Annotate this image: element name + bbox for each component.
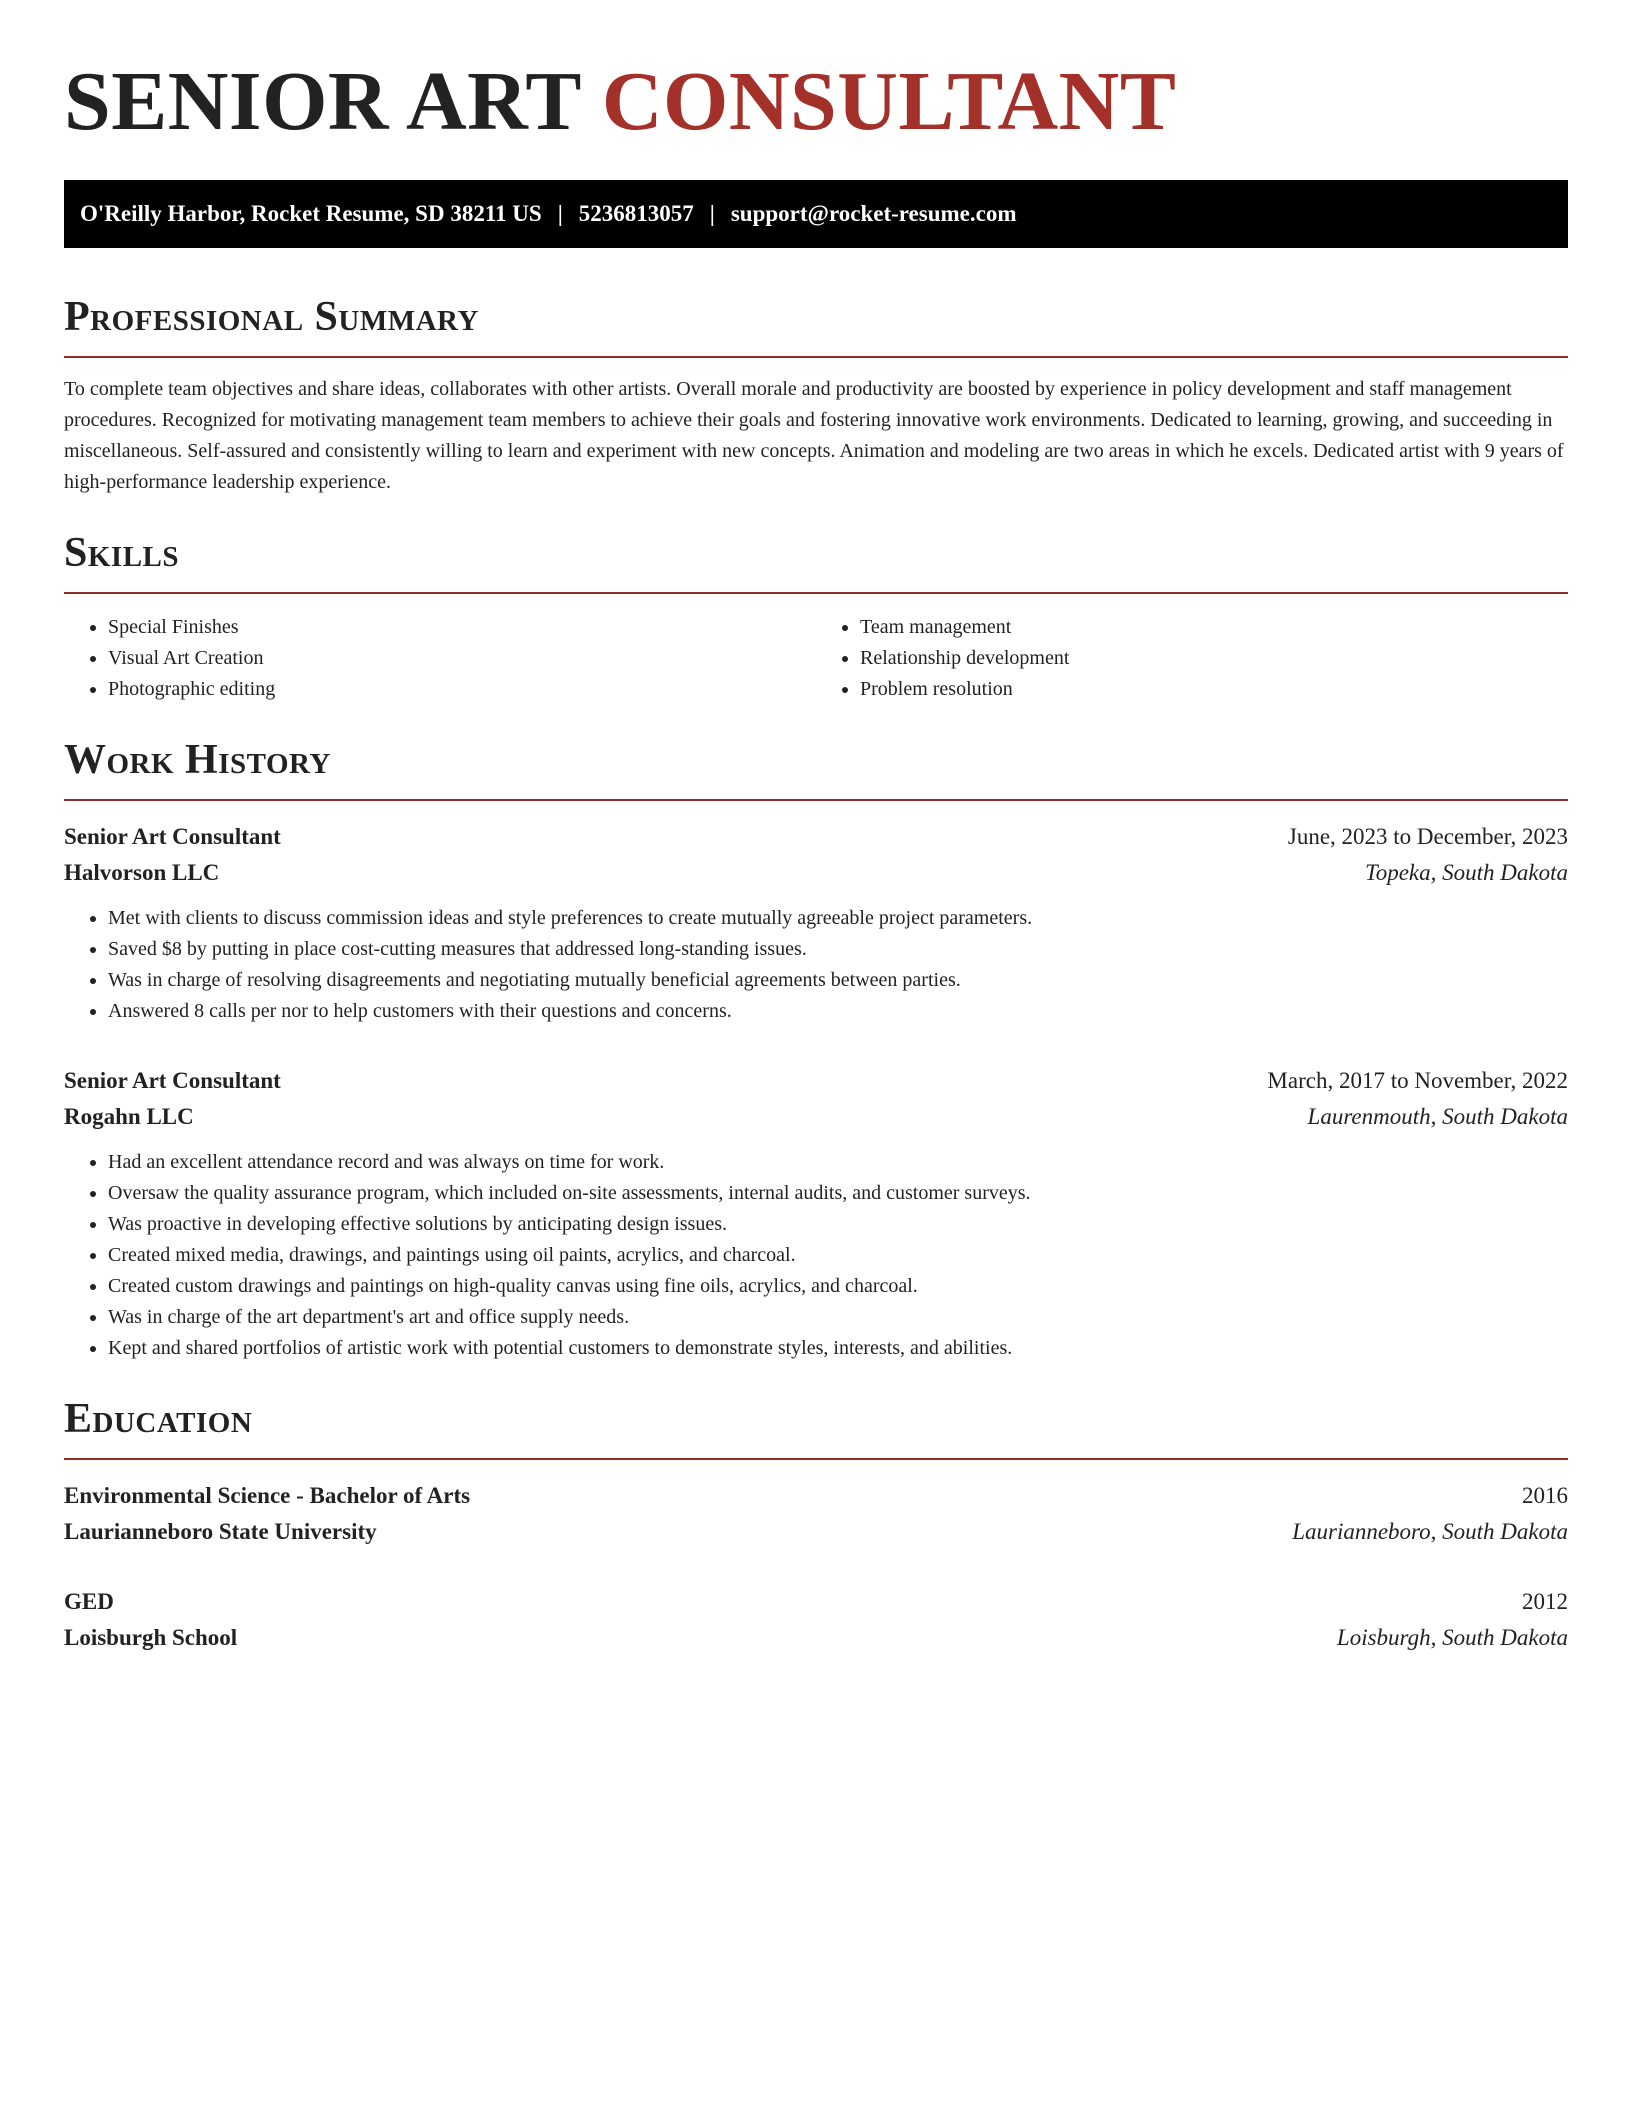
education-school-row (64, 1514, 1568, 1550)
contact-bar (64, 180, 1568, 248)
contact-phone[interactable]: 5236813057 (578, 201, 694, 226)
section-heading-work-history: Work History (64, 735, 1568, 801)
title-primary: SENIOR ART (64, 55, 581, 148)
skill-item: • Special Finishes (108, 612, 816, 643)
job-bullet: • Kept and shared portfolios of artistic work with potential customers to demonstrate styles, interests, and abilities. (108, 1333, 1568, 1364)
job-bullet: • Saved $8 by putting in place cost-cutting measures that addressed long-standing issues. (108, 934, 1568, 965)
job-location: Topeka, South Dakota (1365, 860, 1568, 885)
job-bullet: • Was in charge of resolving disagreements and negotiating mutually beneficial agreements between parties. (108, 965, 1568, 996)
summary-text: To complete team objectives and share ideas, collaborates with other artists. Overall morale and productivity are boosted by experience in policy development and staff management procedures. Recognized for motivating management team members to achieve their goals and fostering innovative work environments. Dedicated to learning, growing, and succeeding in miscellaneous. Self-assured and consistently willing to learn and experiment with new concepts. Animation and modeling are two areas in which he excels. Dedicated artist with 9 years of high-performance leadership experience. (64, 378, 1564, 493)
skill-item: • Problem resolution (860, 674, 1568, 705)
education-school: Loisburgh School (64, 1625, 238, 1650)
education-location: Loisburgh, South Dakota (1336, 1625, 1568, 1650)
education-school-row (64, 1620, 1568, 1656)
job-bullets (64, 903, 1568, 1027)
education-year: 2012 (1522, 1589, 1568, 1614)
job-header-row (64, 1063, 1568, 1099)
education-degree-row (64, 1478, 1568, 1514)
education-degree: Environmental Science - Bachelor of Arts (64, 1483, 471, 1508)
job-location: Laurenmouth, South Dakota (1307, 1104, 1568, 1129)
job-bullet: • Oversaw the quality assurance program, which included on-site assessments, internal audits, and customer surveys. (108, 1178, 1568, 1209)
contact-email[interactable]: support@rocket-resume.com (730, 201, 1017, 226)
section-heading-education: Education (64, 1394, 1568, 1460)
job-dates: June, 2023 to December, 2023 (1287, 824, 1568, 849)
job-title: Senior Art Consultant (64, 1068, 281, 1093)
education-location: Laurianneboro, South Dakota (1292, 1519, 1568, 1544)
resume-title (64, 52, 1568, 152)
job-dates: March, 2017 to November, 2022 (1267, 1068, 1568, 1093)
skill-item: • Team management (860, 612, 1568, 643)
job-bullet: • Was in charge of the art department's art and office supply needs. (108, 1302, 1568, 1333)
contact-address: O'Reilly Harbor, Rocket Resume, SD 38211 US (80, 201, 542, 226)
job-bullet: • Met with clients to discuss commission ideas and style preferences to create mutually agreeable project parameters. (108, 903, 1568, 934)
skill-item: • Visual Art Creation (108, 643, 816, 674)
job-company-row (64, 1099, 1568, 1135)
job-company-row (64, 855, 1568, 891)
job-bullet: • Created mixed media, drawings, and paintings using oil paints, acrylics, and charcoal. (108, 1240, 1568, 1271)
education-school: Laurianneboro State University (64, 1519, 377, 1544)
job-header-row (64, 819, 1568, 855)
education-entry (64, 1584, 1568, 1656)
contact-separator: | (709, 201, 715, 226)
job-company: Halvorson LLC (64, 860, 220, 885)
section-heading-skills: Skills (64, 528, 1568, 594)
skill-item: • Relationship development (860, 643, 1568, 674)
job-bullet: • Was proactive in developing effective solutions by anticipating design issues. (108, 1209, 1568, 1240)
education-degree: GED (64, 1589, 114, 1614)
job-entry (64, 1063, 1568, 1364)
job-bullets (64, 1147, 1568, 1364)
job-title: Senior Art Consultant (64, 824, 281, 849)
job-company: Rogahn LLC (64, 1104, 194, 1129)
job-entry (64, 819, 1568, 1027)
contact-separator: | (557, 201, 563, 226)
education-year: 2016 (1522, 1483, 1568, 1508)
section-heading-summary: Professional Summary (64, 292, 1568, 358)
education-degree-row (64, 1584, 1568, 1620)
title-accent: CONSULTANT (601, 55, 1177, 148)
skills-column-right (816, 612, 1568, 705)
job-bullet: • Had an excellent attendance record and was always on time for work. (108, 1147, 1568, 1178)
skill-item: • Photographic editing (108, 674, 816, 705)
education-entry (64, 1478, 1568, 1550)
skills-list (64, 612, 1568, 705)
job-bullet: • Created custom drawings and paintings on high-quality canvas using fine oils, acrylics, and charcoal. (108, 1271, 1568, 1302)
skills-column-left (64, 612, 816, 705)
job-bullet: • Answered 8 calls per nor to help customers with their questions and concerns. (108, 996, 1568, 1027)
